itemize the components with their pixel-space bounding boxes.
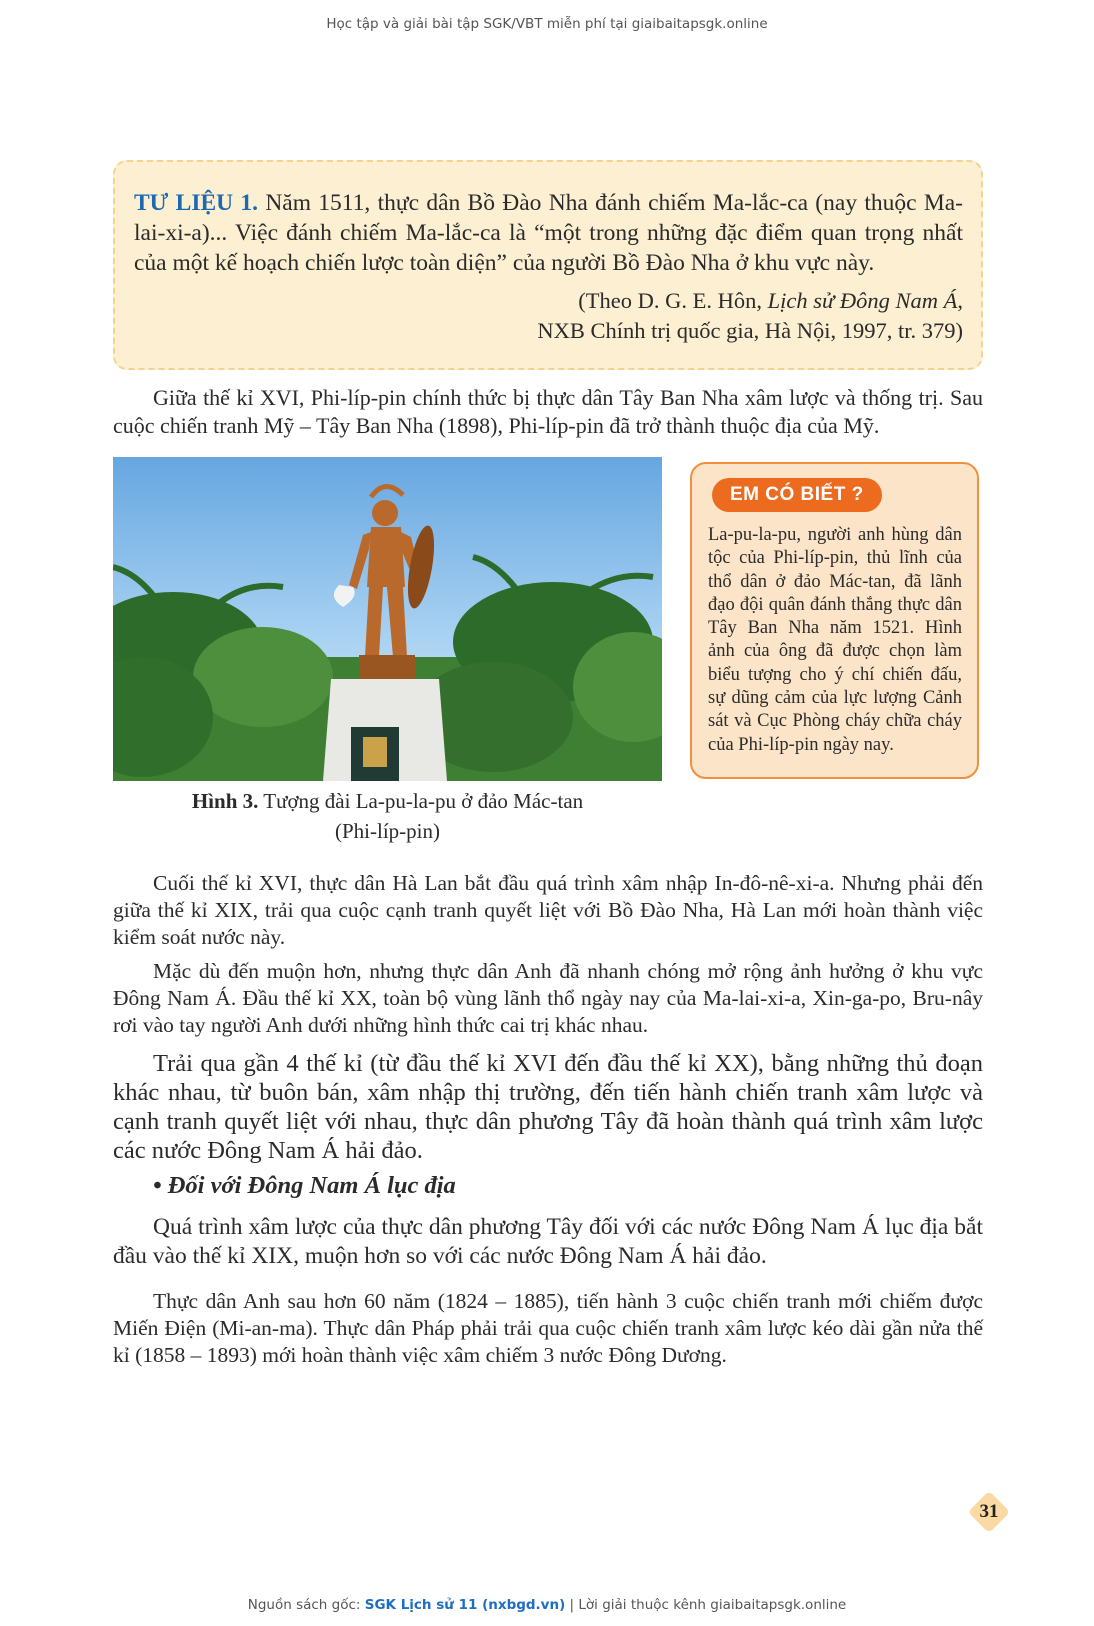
section-subheading: • Đối với Đông Nam Á lục địa [153, 1172, 456, 1199]
paragraph-burma-indochina: Thực dân Anh sau hơn 60 năm (1824 – 1885), tiến hành 3 cuộc chiến tranh mới chiếm được Miến Điện (Mi-an-ma). Thực dân Pháp phải trải qua cuộc chiến tranh xâm lược kéo dài gần nửa thế kỉ (1858 – 1893) mới hoàn thành việc xâm chiếm 3 nước Đông Dương. [113, 1289, 983, 1367]
paragraph-britain: Mặc dù đến muộn hơn, nhưng thực dân Anh đã nhanh chóng mở rộng ảnh hưởng ở khu vực Đông Nam Á. Đầu thế kỉ XX, toàn bộ vùng lãnh thổ ngày nay của Ma-lai-xi-a, Xin-ga-po, Bru-nây rơi vào tay người Anh dưới những hình thức cai trị khác nhau. [113, 959, 983, 1037]
source-citation [134, 286, 963, 346]
footer-suffix: | Lời giải thuộc kênh giaibaitapsgk.online [565, 1597, 847, 1613]
citation-publisher: NXB Chính trị quốc gia, Hà Nội, 1997, tr. 379) [537, 318, 963, 343]
footer [0, 1597, 1094, 1613]
paragraph-netherlands: Cuối thế kỉ XVI, thực dân Hà Lan bắt đầu quá trình xâm nhập In-đô-nê-xi-a. Nhưng phải đến giữa thế kỉ XIX, trải qua cuộc cạnh tranh quyết liệt với Bồ Đào Nha, Hà Lan mới hoàn thành việc kiểm soát nước này. [113, 871, 983, 949]
lapu-lapu-statue-photo [113, 457, 662, 781]
paragraph-mainland: Quá trình xâm lược của thực dân phương Tây đối với các nước Đông Nam Á lục địa bắt đầu vào thế kỉ XIX, muộn hơn so với các nước Đông Nam Á hải đảo. [113, 1214, 983, 1269]
paragraph-philippines: Giữa thế kỉ XVI, Phi-líp-pin chính thức bị thực dân Tây Ban Nha xâm lược và thống trị. Sau cuộc chiến tranh Mỹ – Tây Ban Nha (1898), Phi-líp-pin đã trở thành thuộc địa của Mỹ. [113, 385, 983, 438]
footer-source-link[interactable]: SGK Lịch sử 11 (nxbgd.vn) [364, 1597, 566, 1613]
statue-illustration [113, 457, 662, 781]
figure-caption-line1: Tượng đài La-pu-la-pu ở đảo Mác-tan [258, 789, 584, 813]
did-you-know-text: La-pu-la-pu, người anh hùng dân tộc của Phi-líp-pin, thủ lĩnh của thổ dân ở đảo Mác-tan, đã lãnh đạo đội quân đánh thắng thực dân Tây Ban Nha năm 1521. Hình ảnh của ông đã được chọn làm biểu tượng cho ý chí chiến đấu, sự dũng cảm của lực lượng Cảnh sát và Cục Phòng cháy chữa cháy của Phi-líp-pin ngày nay. [708, 525, 962, 755]
source-text [134, 188, 963, 278]
source-label: TƯ LIỆU 1. [134, 190, 259, 216]
figure-label: Hình 3. [191, 789, 259, 813]
figure-caption [113, 786, 662, 846]
source-body: Năm 1511, thực dân Bồ Đào Nha đánh chiếm Ma-lắc-ca (nay thuộc Ma-lai-xi-a)... Việc đánh chiếm Ma-lắc-ca là “một trong những đặc điểm quan trọng nhất của một kế hoạch chiến lược toàn diện” của người Bồ Đào Nha ở khu vực này. [134, 190, 964, 276]
page-number-badge [968, 1491, 1010, 1533]
footer-prefix: Nguồn sách gốc: [247, 1597, 365, 1613]
page-number: 31 [979, 1501, 999, 1522]
citation-prefix: (Theo D. G. E. Hôn, [578, 288, 768, 313]
source-document-box [113, 160, 983, 370]
figure-caption-line2: (Phi-líp-pin) [335, 819, 440, 843]
citation-title: Lịch sử Đông Nam Á [767, 288, 958, 313]
paragraph-summary: Trải qua gần 4 thế kỉ (từ đầu thế kỉ XVI đến đầu thế kỉ XX), bằng những thủ đoạn khác nhau, từ buôn bán, xâm nhập thị trường, đến tiến hành chiến tranh xâm lược và cạnh tranh quyết liệt với nhau, thực dân phương Tây đã hoàn thành quá trình xâm lược các nước Đông Nam Á hải đảo. [113, 1050, 983, 1164]
top-banner: Học tập và giải bài tập SGK/VBT miễn phí tại giaibaitapsgk.online [326, 16, 768, 32]
did-you-know-box [690, 462, 979, 779]
citation-suffix: , [957, 288, 963, 313]
did-you-know-badge: EM CÓ BIẾT ? [712, 478, 882, 512]
